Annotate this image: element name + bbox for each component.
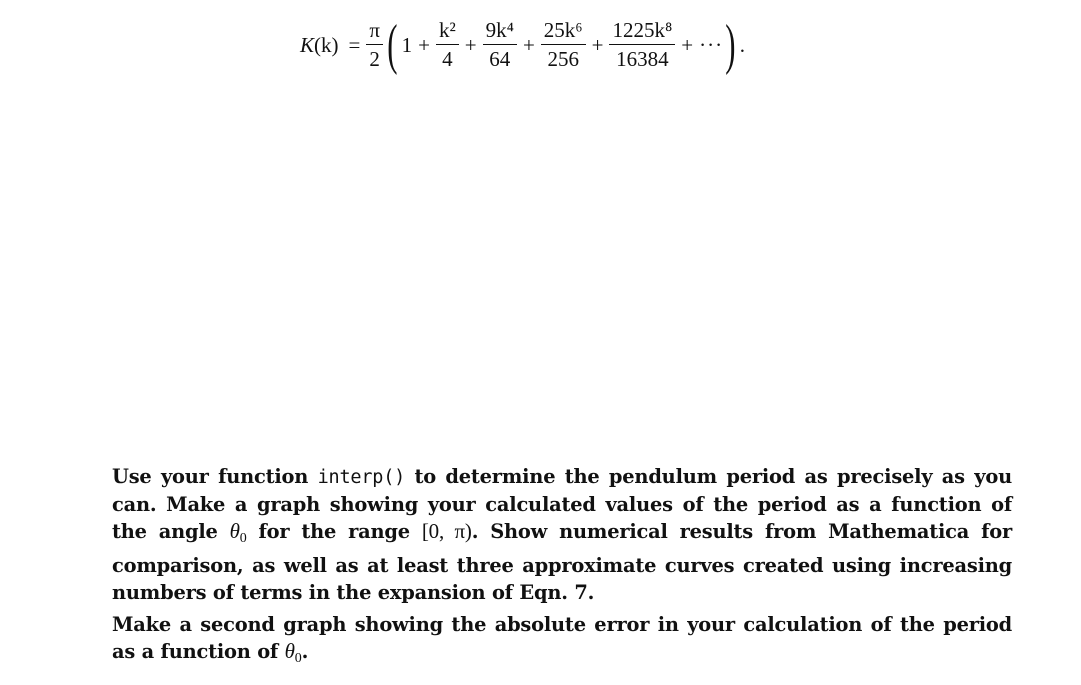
close-paren: ) <box>725 14 736 76</box>
paragraph-line: numbers of terms in the expansion of Eqn. 7. <box>112 581 595 604</box>
theta-symbol <box>229 519 247 546</box>
fraction-numerator: 9k⁴ <box>483 19 517 45</box>
plus-sign: + <box>522 32 535 57</box>
function-argument: (k) <box>314 32 339 57</box>
series-equation <box>300 14 745 76</box>
term-fraction-3 <box>541 19 586 71</box>
text-run: . <box>301 640 309 663</box>
theta-subscript: 0 <box>239 531 247 546</box>
pi-over-two-fraction <box>366 19 383 71</box>
fraction-denominator: 64 <box>489 47 511 71</box>
equation-period: . <box>739 32 746 57</box>
fraction-denominator: 2 <box>369 47 380 71</box>
instructions-paragraph <box>112 463 1012 606</box>
error-graph-paragraph <box>112 611 1012 672</box>
function-symbol: K <box>300 32 315 57</box>
equals-sign: = <box>348 32 361 57</box>
equation-lhs <box>300 33 339 58</box>
plus-sign: + <box>464 32 477 57</box>
fraction-denominator: 256 <box>547 47 579 71</box>
fraction-denominator: 4 <box>442 47 453 71</box>
paragraph-line: Make a second graph showing the absolute error in your calculation of the period <box>112 613 1012 636</box>
paragraph-line <box>112 463 1012 491</box>
text-run: as a function of <box>112 640 285 663</box>
term-fraction-2 <box>483 19 517 71</box>
theta-symbol <box>284 639 302 666</box>
angle-range: [0, π) <box>421 519 472 543</box>
constant-one: 1 <box>401 32 413 57</box>
fraction-numerator: k² <box>436 19 459 45</box>
text-run: . Show numerical results from Mathematica for <box>471 520 1012 543</box>
theta-subscript: 0 <box>294 651 302 666</box>
text-run: the angle <box>112 520 230 543</box>
paragraph-line: can. Make a graph showing your calculated values of the period as a function of <box>112 493 1012 516</box>
fraction-numerator: 25k⁶ <box>541 19 586 45</box>
text-run: for the range <box>246 520 422 543</box>
fraction-denominator: 16384 <box>616 47 669 71</box>
ellipsis: ··· <box>699 32 724 57</box>
open-paren: ( <box>387 14 398 76</box>
fraction-numerator: 1225k⁸ <box>609 19 675 45</box>
paragraph-line <box>112 518 1012 552</box>
term-fraction-4 <box>609 19 675 71</box>
plus-sign: + <box>591 32 604 57</box>
plus-sign: + <box>418 32 430 57</box>
text-run: Use your function <box>112 465 318 488</box>
fraction-numerator: π <box>366 19 383 45</box>
term-fraction-1 <box>436 19 459 71</box>
paragraph-line <box>112 638 1012 672</box>
text-run: to determine the pendulum period as precisely as you <box>405 465 1012 488</box>
theta-letter: θ <box>284 639 295 663</box>
code-function-name: interp() <box>317 467 406 488</box>
plus-sign: + <box>681 32 694 57</box>
theta-letter: θ <box>229 519 240 543</box>
paragraph-line: comparison, as well as at least three approximate curves created using increasing <box>112 554 1012 577</box>
